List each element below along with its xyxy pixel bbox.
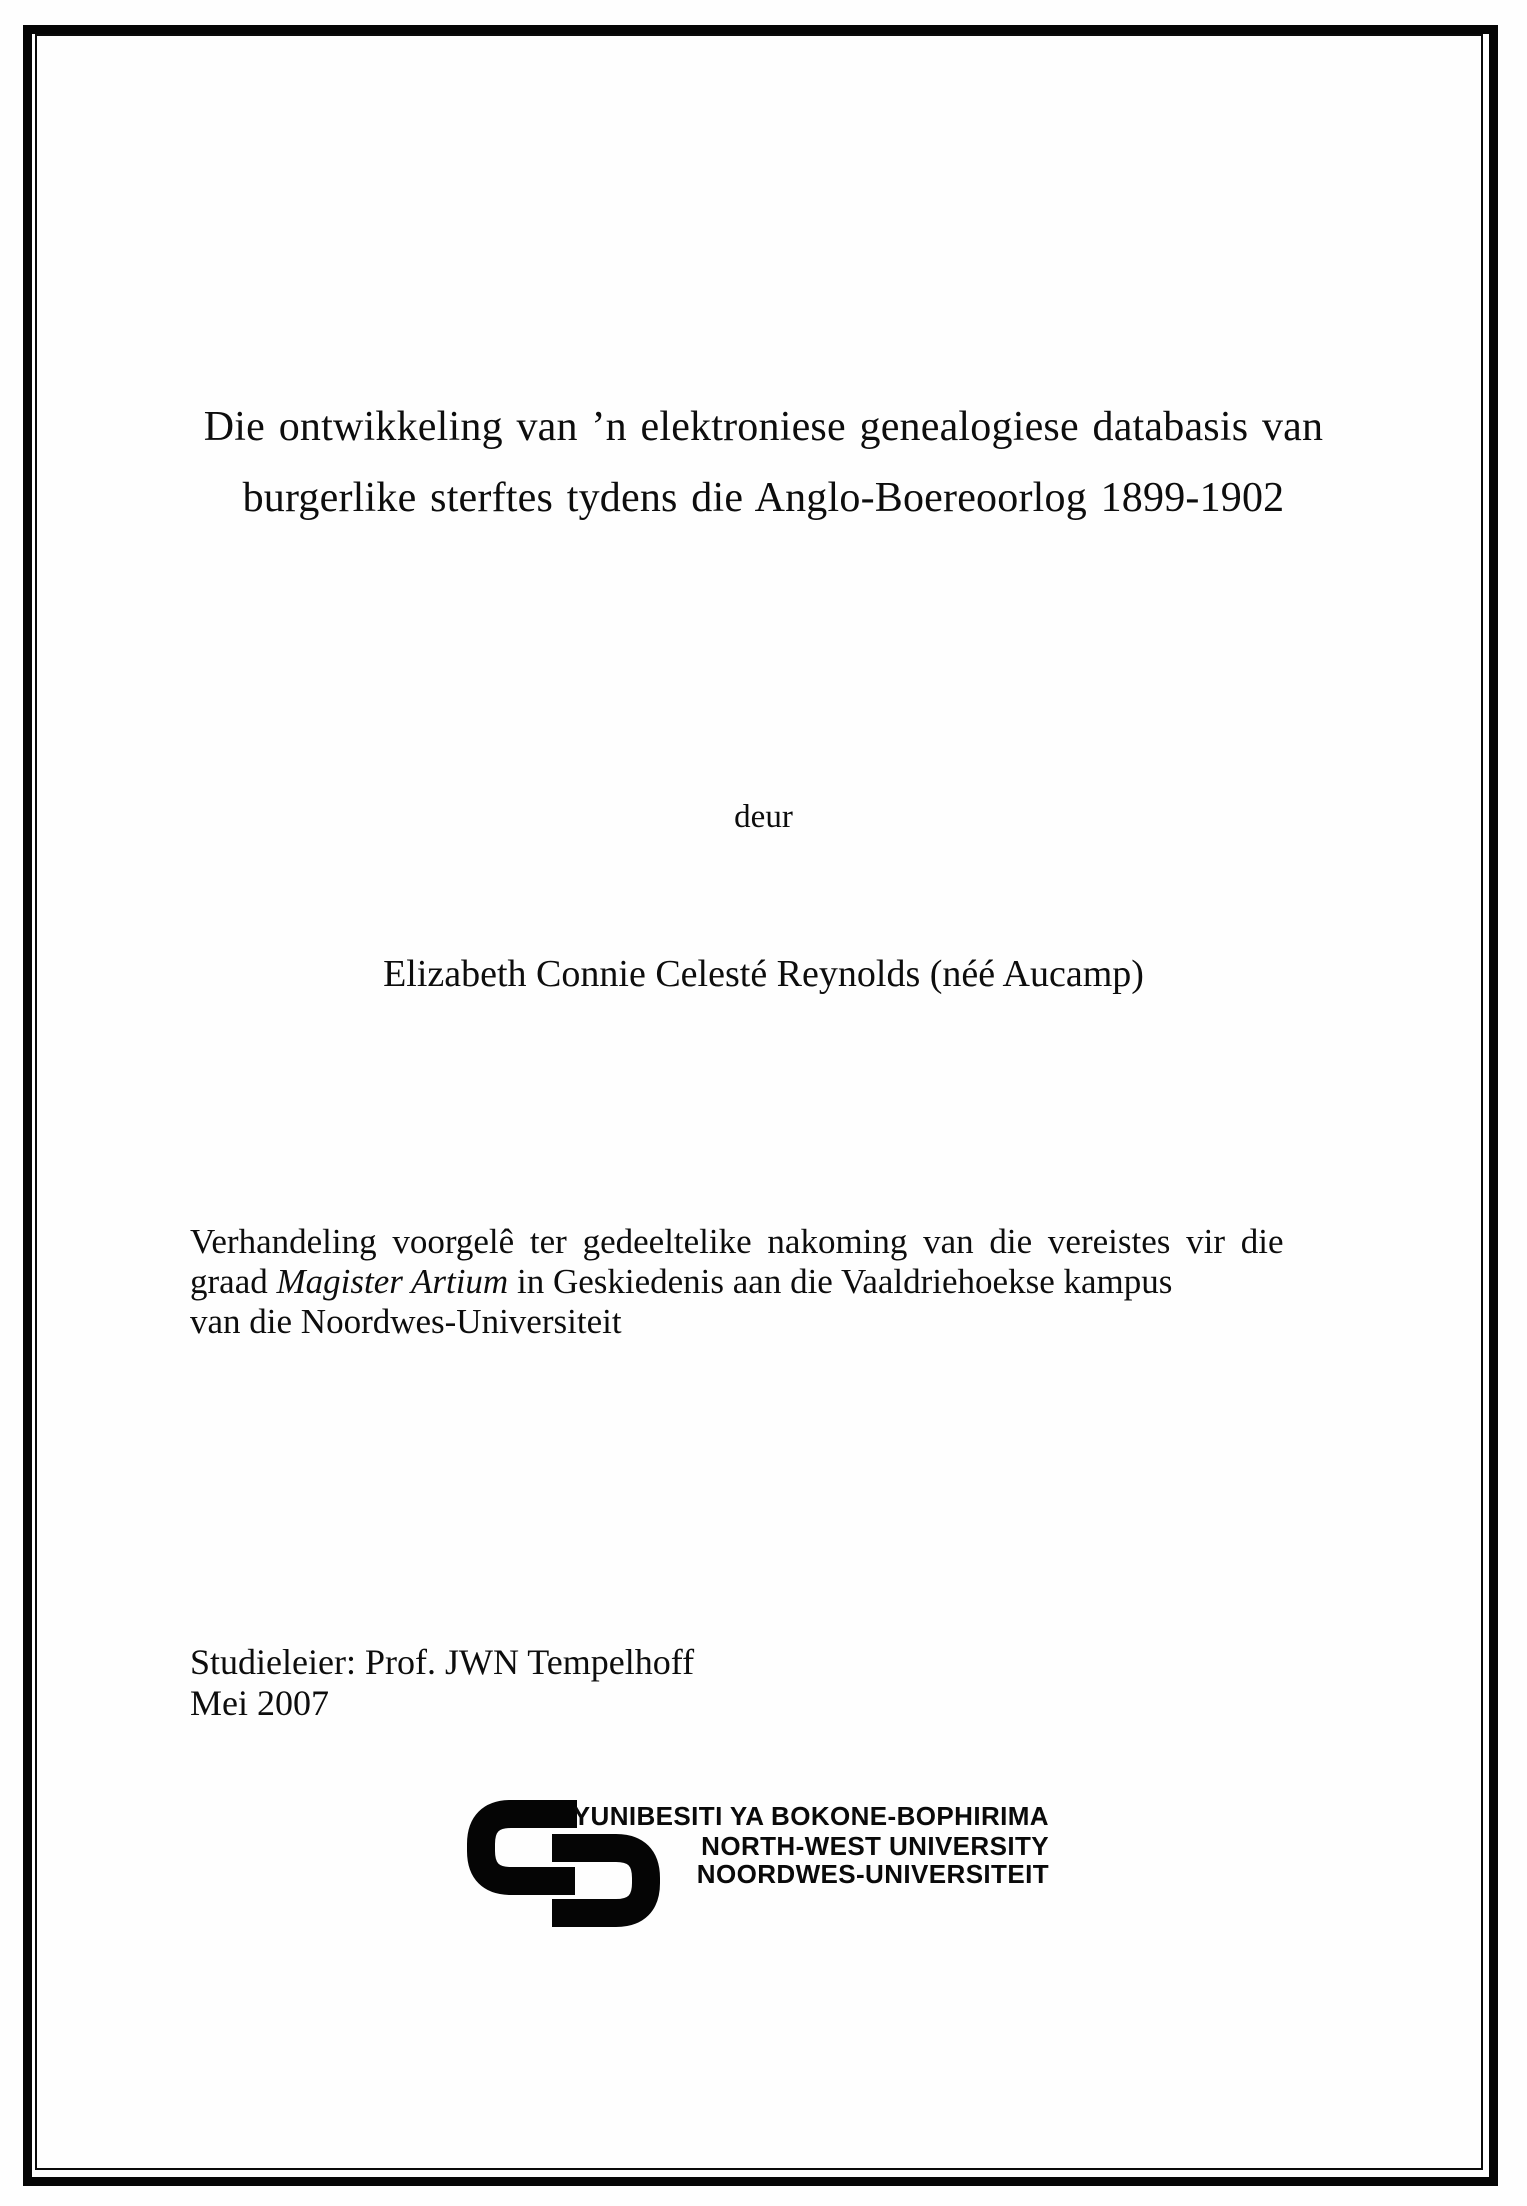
thesis-title-line-1: Die ontwikkeling van ’n elektroniese genealogiese databasis van (203, 404, 1324, 450)
supervisor-line: Studieleier: Prof. JWN Tempelhoff (190, 1642, 695, 1682)
logo-text-afrikaans: NOORDWES-UNIVERSITEIT (696, 1859, 1049, 1889)
degree-statement-line-2-post: in Geskiedenis aan die Vaaldriehoekse kampus (508, 1262, 1173, 1301)
thesis-title-line-2: burgerlike sterftes tydens die Anglo-Boereoorlog 1899-1902 (242, 475, 1285, 521)
byline-deur: deur (734, 799, 793, 835)
date-line: Mei 2007 (190, 1683, 329, 1723)
supervisor-block (190, 1642, 694, 1724)
author-name: Elizabeth Connie Celesté Reynolds (néé Aucamp) (383, 953, 1144, 995)
degree-title-italic: Magister Artium (276, 1262, 509, 1301)
logo-text-english: NORTH-WEST UNIVERSITY (701, 1831, 1049, 1861)
degree-statement-line-1: Verhandeling voorgelê ter gedeeltelike nakoming van die vereistes vir die (190, 1222, 1284, 1261)
degree-statement-line-2-pre: graad (190, 1262, 277, 1301)
degree-statement-line-2 (190, 1262, 1284, 1302)
degree-statement-line-3: van die Noordwes-Universiteit (190, 1302, 622, 1341)
degree-statement (190, 1222, 1284, 1342)
logo-text-setswana: YUNIBESITI YA BOKONE-BOPHIRIMA (572, 1801, 1049, 1831)
thesis-title (0, 392, 1527, 534)
